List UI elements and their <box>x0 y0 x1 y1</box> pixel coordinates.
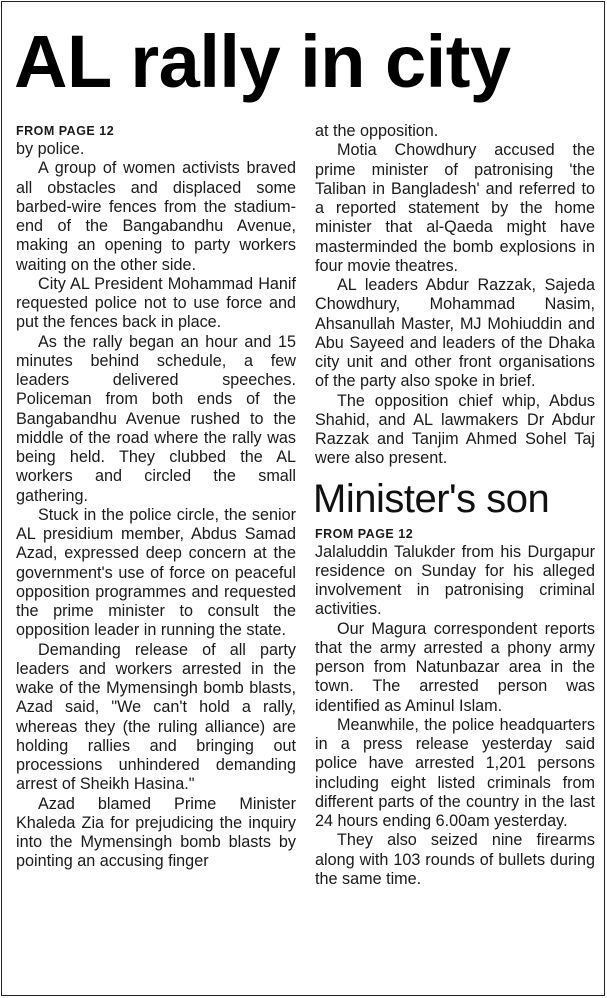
kicker-from-page: FROM PAGE 12 <box>315 526 414 541</box>
paragraph: by police. <box>16 140 85 158</box>
paragraph: Motia Chowdhury accused the prime minister of patronising 'the Taliban in Bangladesh' and referred to a reported statement by the home minister that al-Qaeda might have masterminded the bomb explosions in four movie theatres. <box>315 141 595 275</box>
column-right <box>315 122 595 889</box>
paragraph: Our Magura correspondent reports that the army arrested a phony army person from Natunbazar area in the town. The arrested person was identified as Aminul Islam. <box>315 619 595 715</box>
paragraph: City AL President Mohammad Hanif requested police not to use force and put the fences back in place. <box>16 274 296 332</box>
paragraph: They also seized nine firearms along with 103 rounds of bullets during the same time. <box>315 831 595 888</box>
paragraph: A group of women activists braved all obstacles and displaced some barbed-wire fences from the stadium-end of the Bangabandhu Avenue, making an opening to party workers waiting on the other side. <box>16 159 296 274</box>
paragraph: As the rally began an hour and 15 minutes behind schedule, a few leaders delivered speeches. Policeman from both ends of the Bangabandhu Avenue rushed to the middle of the road where the rally was being held. They clubbed the AL workers and circled the small gathering. <box>16 332 296 505</box>
paragraph: Azad blamed Prime Minister Khaleda Zia for prejudicing the inquiry into the Mymensingh bomb blasts by pointing an accusing finger <box>16 794 296 871</box>
column-left <box>16 122 296 872</box>
headline-ministers-son: Minister's son <box>313 476 550 521</box>
paragraph: Jalaluddin Talukder from his Durgapur residence on Sunday for his alleged involvement in patronising criminal activities. <box>315 542 595 619</box>
paragraph: at the opposition. <box>315 122 439 140</box>
kicker-from-page: FROM PAGE 12 <box>16 124 115 138</box>
paragraph: Meanwhile, the police headquarters in a press release yesterday said police have arrested 1,201 persons including eight listed criminals from different parts of the country in the last 24 hours ending 6.00am yesterday. <box>315 715 595 830</box>
paragraph: AL leaders Abdur Razzak, Sajeda Chowdhury, Mohammad Nasim, Ahsanullah Master, MJ Mohiuddin and Abu Sayeed and leaders of the Dhaka city unit and other front organisations of the party also spoke in brief. <box>315 276 595 391</box>
paragraph: Demanding release of all party leaders and workers arrested in the wake of the Mymensingh bomb blasts, Azad said, "We can't hold a rally, whereas they (the ruling alliance) are holding rallies and bringing out processions unhindered demanding arrest of Sheikh Hasina." <box>16 640 296 794</box>
paragraph: The opposition chief whip, Abdus Shahid, and AL lawmakers Dr Abdur Razzak and Tanjim Ahmed Sohel Taj were also present. <box>315 391 595 468</box>
headline-al-rally: AL rally in city <box>14 20 511 103</box>
paragraph: Stuck in the police circle, the senior AL presidium member, Abdus Samad Azad, expressed deep concern at the government's use of force on peaceful opposition programmes and requested the prime minister to consult the opposition leader in running the state. <box>16 505 296 640</box>
